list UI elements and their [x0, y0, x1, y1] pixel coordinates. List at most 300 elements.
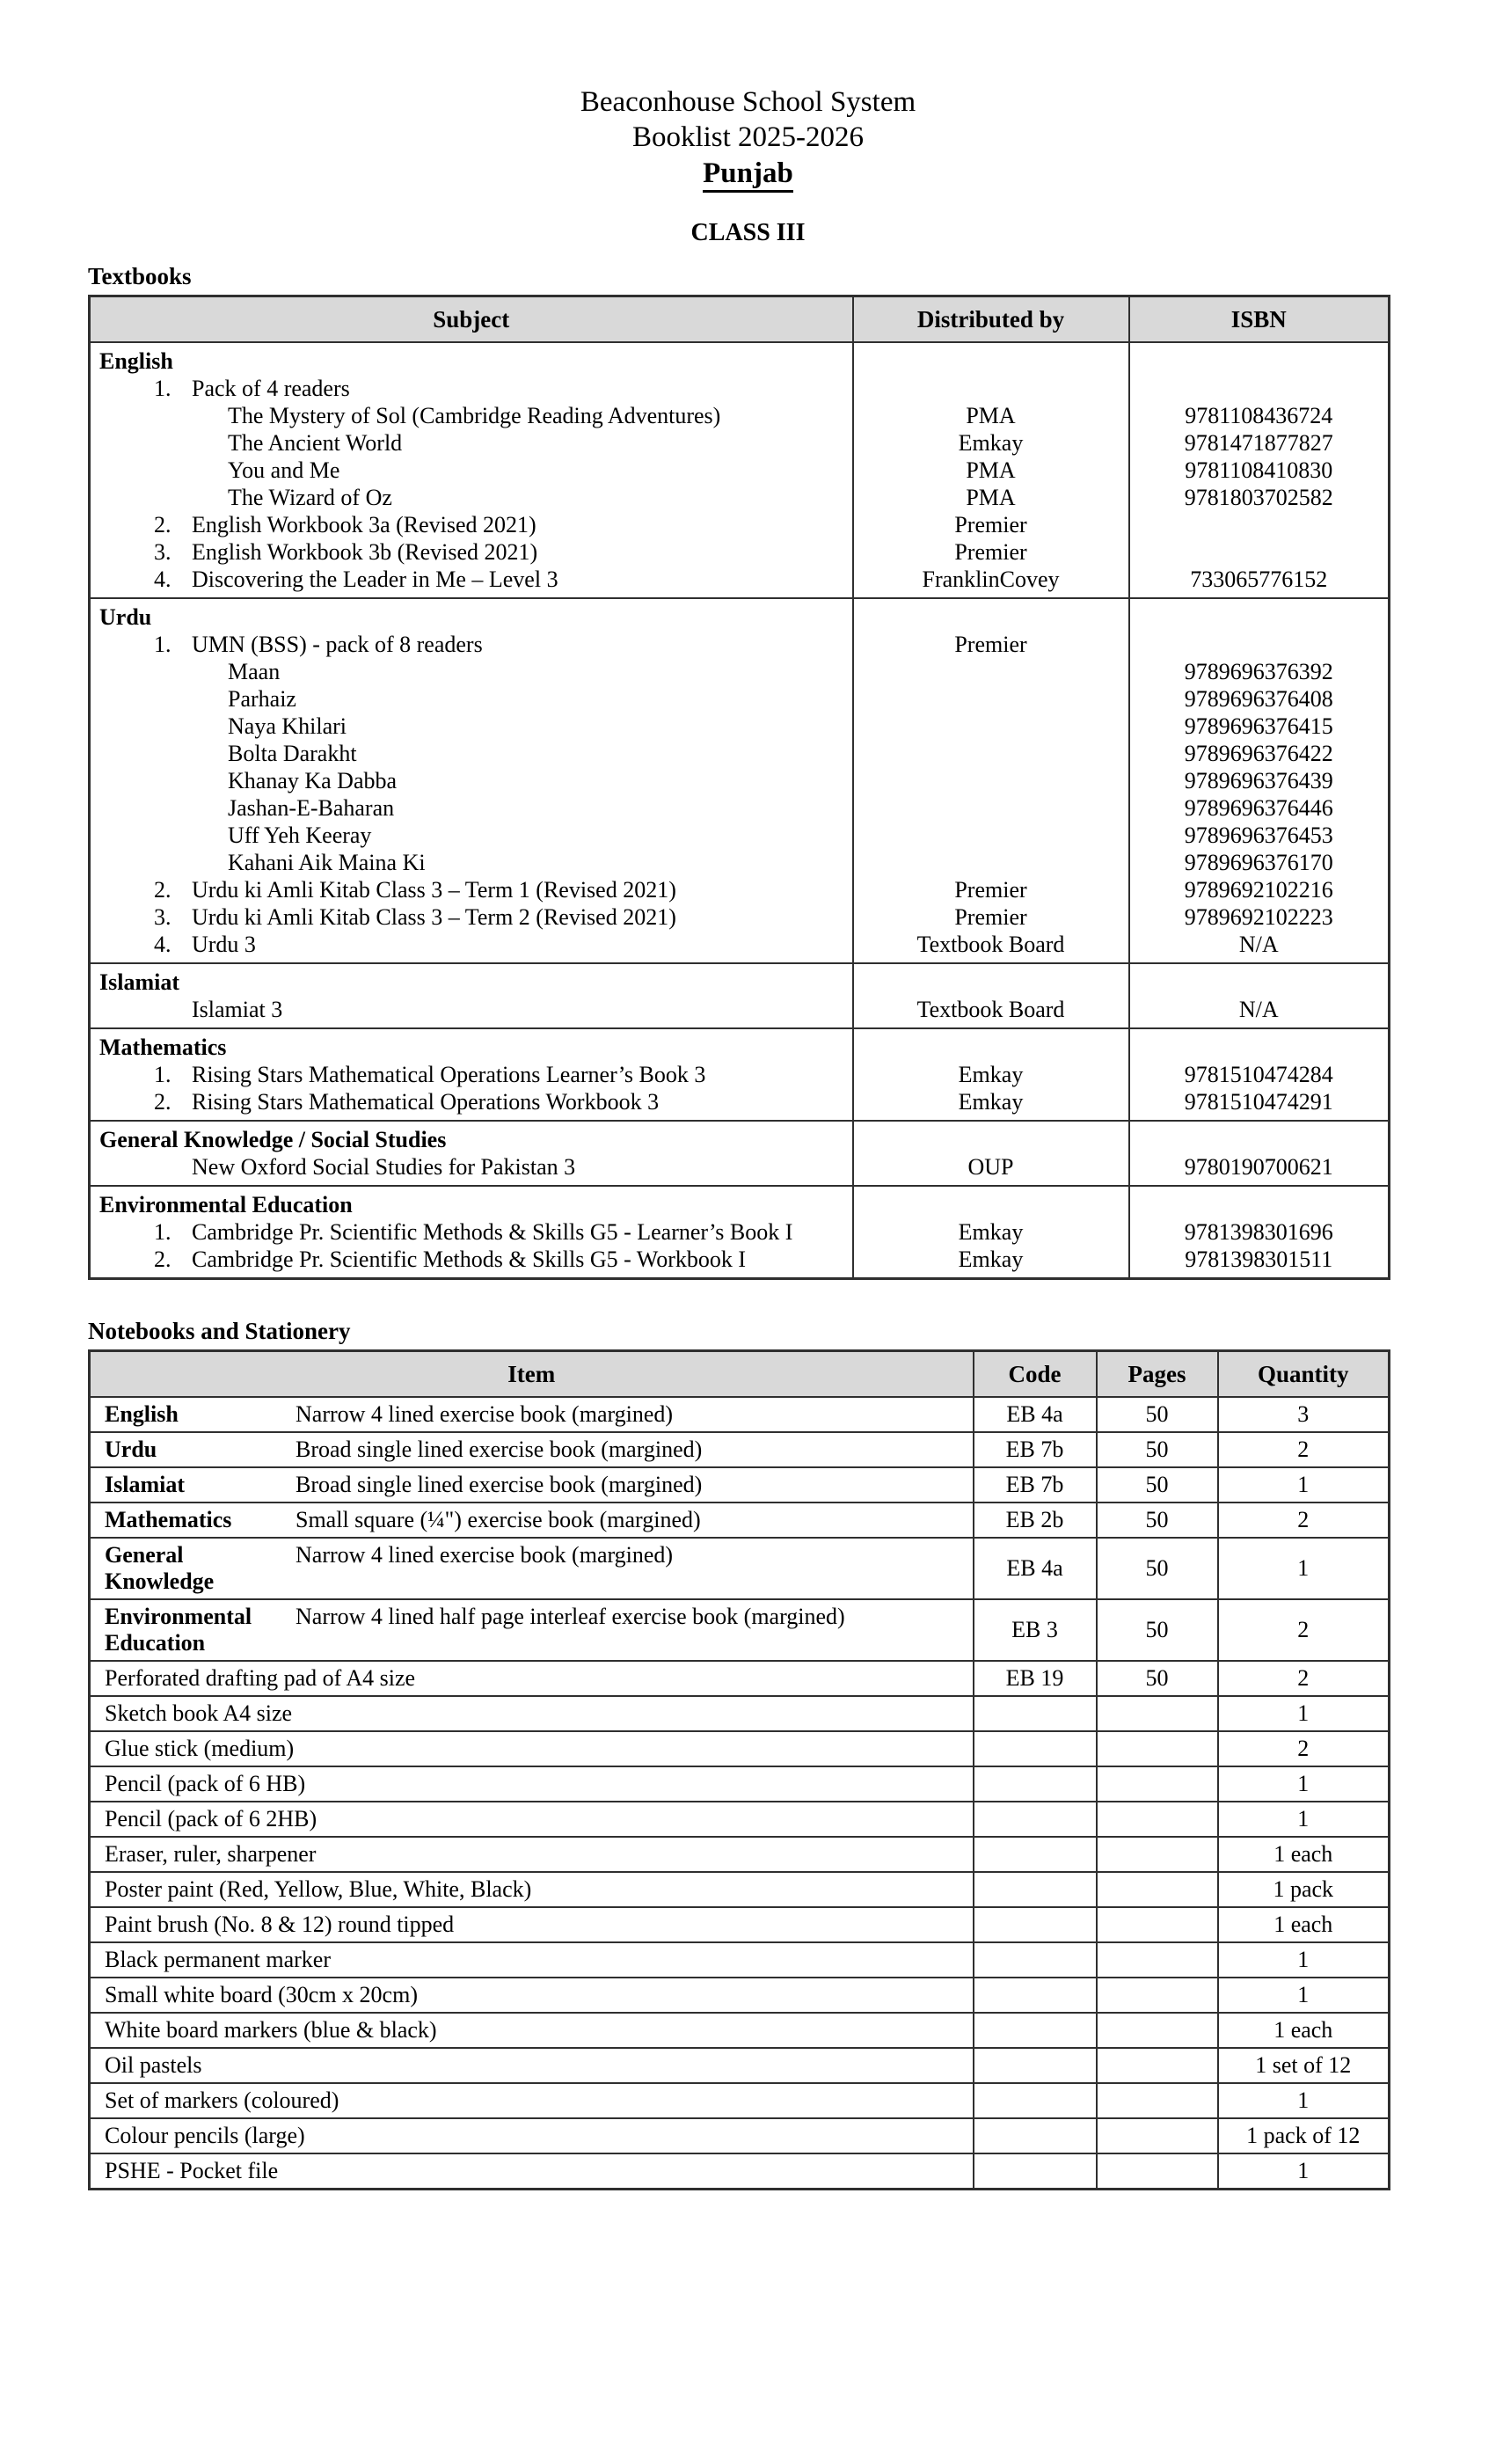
- isbn-cell: [1129, 342, 1390, 598]
- code-cell: [974, 1837, 1097, 1872]
- item-text: Urdu ki Amli Kitab Class 3 – Term 1 (Revised 2021): [192, 877, 676, 903]
- isbn-value: 9781398301696: [1184, 1219, 1333, 1245]
- distributor-value: [854, 603, 1128, 631]
- stationery-row: [90, 1432, 1390, 1467]
- distributor-value: Premier: [954, 539, 1027, 565]
- textbooks-label: Textbooks: [88, 263, 192, 289]
- stationery-row: [90, 1731, 1390, 1766]
- stationery-row: [90, 2153, 1390, 2190]
- item-text: Cambridge Pr. Scientific Methods & Skills G5 - Learner’s Book I: [192, 1219, 793, 1245]
- pages-cell: 50: [1097, 1432, 1218, 1467]
- textbooks-table: [88, 295, 1390, 1280]
- isbn-value: 9789696376170: [1184, 850, 1333, 875]
- item-number: 3.: [154, 539, 171, 565]
- quantity-cell: 1: [1218, 2153, 1390, 2190]
- distributor-value: Emkay: [958, 430, 1024, 456]
- quantity-cell: 1: [1218, 1978, 1390, 2013]
- col-header-pages: Pages: [1097, 1351, 1218, 1398]
- isbn-value: 9781108436724: [1185, 403, 1333, 428]
- item-cell: [90, 2118, 974, 2153]
- item-description: Colour pencils (large): [105, 2123, 305, 2148]
- section-heading-line: General Knowledge / Social Studies: [99, 1127, 447, 1152]
- item-number: 1.: [154, 632, 171, 657]
- item-description: Oil pastels: [105, 2052, 202, 2078]
- item-text: Cambridge Pr. Scientific Methods & Skills G5 - Workbook I: [192, 1247, 747, 1272]
- col-header-item: Item: [90, 1351, 974, 1398]
- pages-cell: [1097, 1766, 1218, 1802]
- quantity-cell: 1 each: [1218, 1837, 1390, 1872]
- pages-cell: [1097, 2083, 1218, 2118]
- subject-cell: [90, 1028, 853, 1121]
- region-title: [0, 155, 1496, 192]
- code-cell: [974, 1872, 1097, 1907]
- item-description: Narrow 4 lined exercise book (margined): [296, 1401, 674, 1427]
- isbn-value: 9789692102216: [1184, 877, 1333, 903]
- stationery-row: [90, 1397, 1390, 1432]
- stationery-row: [90, 2118, 1390, 2153]
- distributor-value: Emkay: [958, 1219, 1024, 1245]
- pages-cell: 50: [1097, 1467, 1218, 1503]
- item-cell: [90, 2013, 974, 2048]
- book-title-line: [91, 1088, 852, 1115]
- stationery-row: [90, 1907, 1390, 1942]
- item-number: 4.: [154, 567, 171, 592]
- book-subtitle-line: Uff Yeh Keeray: [228, 823, 372, 848]
- stationery-table: [88, 1349, 1390, 2190]
- isbn-value: [1130, 538, 1389, 566]
- code-cell: EB 7b: [974, 1467, 1097, 1503]
- distributor-value: Premier: [954, 877, 1027, 903]
- distributor-value: [854, 1034, 1128, 1061]
- item-text: Pack of 4 readers: [192, 376, 350, 401]
- distributor-value: Premier: [954, 632, 1027, 657]
- book-subtitle-line: The Wizard of Oz: [228, 485, 392, 510]
- textbooks-section-row: [90, 1028, 1390, 1121]
- item-cell: [90, 1599, 974, 1661]
- item-text: English Workbook 3a (Revised 2021): [192, 512, 536, 537]
- code-cell: [974, 1978, 1097, 2013]
- book-title-line: [91, 566, 852, 593]
- item-subject: Urdu: [105, 1437, 157, 1462]
- distributor-value: [854, 375, 1128, 402]
- item-cell: [90, 1907, 974, 1942]
- isbn-value: 9781803702582: [1184, 485, 1333, 510]
- stationery-row: [90, 1538, 1390, 1599]
- pages-cell: [1097, 2048, 1218, 2083]
- book-title-line: [91, 511, 852, 538]
- distributor-value: [854, 658, 1128, 685]
- code-cell: [974, 1731, 1097, 1766]
- textbooks-section-row: [90, 1186, 1390, 1279]
- item-description: White board markers (blue & black): [105, 2017, 437, 2043]
- pages-cell: 50: [1097, 1599, 1218, 1661]
- isbn-value: [1130, 347, 1389, 375]
- distributor-value: [854, 740, 1128, 767]
- isbn-value: 9789696376392: [1184, 659, 1333, 684]
- stationery-label: Notebooks and Stationery: [88, 1318, 351, 1344]
- code-cell: EB 4a: [974, 1538, 1097, 1599]
- distributor-cell: [853, 1028, 1129, 1121]
- pages-cell: [1097, 2153, 1218, 2190]
- item-description: Sketch book A4 size: [105, 1700, 293, 1726]
- item-cell: [90, 1766, 974, 1802]
- isbn-value: 9780190700621: [1184, 1154, 1333, 1180]
- item-number: 2.: [154, 512, 171, 537]
- distributor-value: Premier: [954, 512, 1027, 537]
- item-description: PSHE - Pocket file: [105, 2158, 279, 2183]
- code-cell: [974, 1766, 1097, 1802]
- distributor-value: [854, 767, 1128, 794]
- subject-cell: [90, 1121, 853, 1186]
- quantity-cell: 1: [1218, 1696, 1390, 1731]
- quantity-cell: 2: [1218, 1432, 1390, 1467]
- section-heading-line: Islamiat: [99, 969, 179, 995]
- textbooks-section-row: [90, 963, 1390, 1028]
- distributor-value: PMA: [966, 403, 1016, 428]
- isbn-value: 9781510474284: [1184, 1062, 1333, 1087]
- distributor-value: [854, 347, 1128, 375]
- section-heading-line: Urdu: [99, 604, 152, 630]
- isbn-cell: [1129, 1121, 1390, 1186]
- code-cell: [974, 2013, 1097, 2048]
- isbn-value: N/A: [1238, 932, 1279, 957]
- section-heading-line: Mathematics: [99, 1035, 227, 1060]
- distributor-value: [854, 849, 1128, 876]
- pages-cell: [1097, 1731, 1218, 1766]
- item-cell: [90, 1503, 974, 1538]
- stationery-row: [90, 2083, 1390, 2118]
- book-title-line: [91, 1218, 852, 1246]
- pages-cell: 50: [1097, 1661, 1218, 1696]
- item-description: Perforated drafting pad of A4 size: [105, 1665, 416, 1691]
- distributor-cell: [853, 963, 1129, 1028]
- item-number: 1.: [154, 376, 171, 401]
- code-cell: [974, 2083, 1097, 2118]
- quantity-cell: 3: [1218, 1397, 1390, 1432]
- isbn-value: [1130, 1191, 1389, 1218]
- item-text: UMN (BSS) - pack of 8 readers: [192, 632, 483, 657]
- item-cell: [90, 1802, 974, 1837]
- item-description: Small square (¼") exercise book (margined): [296, 1507, 701, 1532]
- item-subject: Islamiat: [105, 1472, 185, 1497]
- pages-cell: [1097, 1802, 1218, 1837]
- item-subject: English: [105, 1401, 179, 1427]
- isbn-value: 9789696376446: [1184, 795, 1333, 821]
- item-cell: [90, 1661, 974, 1696]
- textbooks-section-row: [90, 598, 1390, 963]
- quantity-cell: 1: [1218, 1766, 1390, 1802]
- code-cell: [974, 1696, 1097, 1731]
- book-subtitle-line: Kahani Aik Maina Ki: [228, 850, 426, 875]
- item-cell: [90, 1397, 974, 1432]
- item-text: Rising Stars Mathematical Operations Learner’s Book 3: [192, 1062, 706, 1087]
- section-heading-line: English: [99, 348, 173, 374]
- distributor-value: Emkay: [958, 1089, 1024, 1115]
- quantity-cell: 2: [1218, 1599, 1390, 1661]
- item-cell: [90, 1731, 974, 1766]
- item-cell-content: [105, 1507, 966, 1533]
- subject-cell: [90, 1186, 853, 1279]
- code-cell: EB 7b: [974, 1432, 1097, 1467]
- isbn-value: 9781510474291: [1184, 1089, 1333, 1115]
- quantity-cell: 1: [1218, 1942, 1390, 1978]
- pages-cell: [1097, 1696, 1218, 1731]
- isbn-cell: [1129, 1186, 1390, 1279]
- isbn-value: [1130, 1034, 1389, 1061]
- book-title-line: [91, 631, 852, 658]
- col-header-quantity: Quantity: [1218, 1351, 1390, 1398]
- isbn-value: 9781108410830: [1185, 457, 1333, 483]
- isbn-value: N/A: [1238, 997, 1279, 1022]
- code-cell: EB 3: [974, 1599, 1097, 1661]
- item-number: 2.: [154, 877, 171, 903]
- pages-cell: [1097, 1978, 1218, 2013]
- isbn-cell: [1129, 1028, 1390, 1121]
- item-number: 2.: [154, 1247, 171, 1272]
- code-cell: EB 4a: [974, 1397, 1097, 1432]
- subject-cell: [90, 598, 853, 963]
- textbooks-section-row: [90, 342, 1390, 598]
- isbn-value: [1130, 511, 1389, 538]
- class-title: CLASS III: [690, 219, 806, 246]
- isbn-value: 9789696376408: [1184, 686, 1333, 712]
- distributor-value: [854, 969, 1128, 996]
- book-subtitle-line: Parhaiz: [228, 686, 296, 712]
- item-description: Narrow 4 lined half page interleaf exercise book (margined): [296, 1604, 845, 1629]
- distributor-value: Premier: [954, 904, 1027, 930]
- stationery-row: [90, 1837, 1390, 1872]
- item-cell: [90, 1538, 974, 1599]
- stationery-row: [90, 1978, 1390, 2013]
- distributor-value: OUP: [967, 1154, 1014, 1180]
- isbn-value: 9789692102223: [1184, 904, 1333, 930]
- code-cell: [974, 1907, 1097, 1942]
- book-title-line: [91, 903, 852, 931]
- doc-header: [0, 84, 1496, 248]
- distributor-value: Textbook Board: [916, 932, 1065, 957]
- isbn-value: 9789696376439: [1184, 768, 1333, 793]
- item-number: 1.: [154, 1062, 171, 1087]
- isbn-cell: [1129, 598, 1390, 963]
- quantity-cell: 1 pack: [1218, 1872, 1390, 1907]
- page-content: [88, 262, 1388, 2190]
- isbn-value: 9789696376453: [1184, 823, 1333, 848]
- distributor-value: [854, 685, 1128, 713]
- stationery-row: [90, 1467, 1390, 1503]
- textbooks-section-row: [90, 1121, 1390, 1186]
- code-cell: [974, 1942, 1097, 1978]
- distributor-value: [854, 822, 1128, 849]
- isbn-value: [1130, 1126, 1389, 1153]
- item-cell: [90, 2153, 974, 2190]
- code-cell: [974, 2048, 1097, 2083]
- quantity-cell: 1: [1218, 2083, 1390, 2118]
- stationery-row: [90, 1599, 1390, 1661]
- item-cell: [90, 1942, 974, 1978]
- code-cell: [974, 1802, 1097, 1837]
- distributor-value: PMA: [966, 457, 1016, 483]
- pages-cell: [1097, 1837, 1218, 1872]
- subject-cell: [90, 963, 853, 1028]
- book-title-line: [91, 876, 852, 903]
- quantity-cell: 1: [1218, 1538, 1390, 1599]
- col-header-isbn: ISBN: [1129, 296, 1390, 343]
- book-title-line: New Oxford Social Studies for Pakistan 3: [192, 1154, 576, 1180]
- isbn-value: 9789696376415: [1184, 713, 1333, 739]
- item-description: Pencil (pack of 6 2HB): [105, 1806, 317, 1832]
- book-subtitle-line: Jashan-E-Baharan: [228, 795, 395, 821]
- distributor-value: FranklinCovey: [922, 567, 1060, 592]
- section-heading-line: Environmental Education: [99, 1192, 353, 1217]
- stationery-header-row: [90, 1351, 1390, 1398]
- item-number: 1.: [154, 1219, 171, 1245]
- item-text: Discovering the Leader in Me – Level 3: [192, 567, 558, 592]
- book-subtitle-line: The Mystery of Sol (Cambridge Reading Adventures): [228, 403, 721, 428]
- distributor-cell: [853, 598, 1129, 963]
- book-title-line: [91, 931, 852, 958]
- stationery-row: [90, 1766, 1390, 1802]
- book-title-line: [91, 538, 852, 566]
- book-subtitle-line: Khanay Ka Dabba: [228, 768, 398, 793]
- item-subject: General Knowledge: [105, 1542, 215, 1594]
- item-description: Paint brush (No. 8 & 12) round tipped: [105, 1912, 455, 1937]
- pages-cell: [1097, 1942, 1218, 1978]
- book-subtitle-line: You and Me: [228, 457, 340, 483]
- item-cell: [90, 1467, 974, 1503]
- isbn-value: 9781398301511: [1185, 1247, 1333, 1272]
- distributor-cell: [853, 1121, 1129, 1186]
- quantity-cell: 1 each: [1218, 1907, 1390, 1942]
- distributor-cell: [853, 1186, 1129, 1279]
- code-cell: [974, 2118, 1097, 2153]
- pages-cell: [1097, 2013, 1218, 2048]
- book-subtitle-line: Naya Khilari: [228, 713, 347, 739]
- book-title-line: [91, 1246, 852, 1273]
- item-cell: [90, 1872, 974, 1907]
- item-cell-content: [105, 1401, 966, 1428]
- isbn-value: [1130, 375, 1389, 402]
- book-title-line: [91, 375, 852, 402]
- col-header-subject: Subject: [90, 296, 853, 343]
- code-cell: EB 19: [974, 1661, 1097, 1696]
- stationery-row: [90, 2048, 1390, 2083]
- quantity-cell: 1 set of 12: [1218, 2048, 1390, 2083]
- item-cell-content: [105, 1472, 966, 1498]
- item-text: Rising Stars Mathematical Operations Workbook 3: [192, 1089, 660, 1115]
- distributor-value: PMA: [966, 485, 1016, 510]
- distributor-cell: [853, 342, 1129, 598]
- isbn-value: 9789696376422: [1184, 741, 1333, 766]
- item-cell: [90, 1432, 974, 1467]
- quantity-cell: 2: [1218, 1731, 1390, 1766]
- item-cell: [90, 1978, 974, 2013]
- stationery-row: [90, 1661, 1390, 1696]
- item-number: 2.: [154, 1089, 171, 1115]
- item-number: 3.: [154, 904, 171, 930]
- item-subject: Mathematics: [105, 1507, 232, 1532]
- school-name: Beaconhouse School System: [580, 86, 916, 118]
- quantity-cell: 2: [1218, 1661, 1390, 1696]
- distributor-value: [854, 1126, 1128, 1153]
- item-description: Glue stick (medium): [105, 1736, 295, 1761]
- region-title-text: Punjab: [703, 157, 793, 193]
- pages-cell: [1097, 1907, 1218, 1942]
- item-text: English Workbook 3b (Revised 2021): [192, 539, 538, 565]
- pages-cell: 50: [1097, 1397, 1218, 1432]
- isbn-value: [1130, 631, 1389, 658]
- stationery-row: [90, 2013, 1390, 2048]
- distributor-value: Textbook Board: [916, 997, 1065, 1022]
- isbn-value: 733065776152: [1190, 567, 1328, 592]
- quantity-cell: 1 pack of 12: [1218, 2118, 1390, 2153]
- textbooks-header-row: [90, 296, 1390, 343]
- item-description: Small white board (30cm x 20cm): [105, 1982, 418, 2007]
- item-cell: [90, 2083, 974, 2118]
- item-cell-content: [105, 1542, 966, 1595]
- item-description: Black permanent marker: [105, 1947, 331, 1972]
- distributor-value: [854, 713, 1128, 740]
- stationery-row: [90, 1802, 1390, 1837]
- pages-cell: [1097, 2118, 1218, 2153]
- isbn-value: [1130, 603, 1389, 631]
- item-cell: [90, 1696, 974, 1731]
- distributor-value: Emkay: [958, 1247, 1024, 1272]
- book-title-line: Islamiat 3: [192, 997, 283, 1022]
- book-subtitle-line: Maan: [228, 659, 281, 684]
- quantity-cell: 1 each: [1218, 2013, 1390, 2048]
- item-description: Eraser, ruler, sharpener: [105, 1841, 317, 1867]
- pages-cell: 50: [1097, 1503, 1218, 1538]
- isbn-value: 9781471877827: [1184, 430, 1333, 456]
- booklist-title: Booklist 2025-2026: [631, 121, 865, 153]
- code-cell: EB 2b: [974, 1503, 1097, 1538]
- item-text: Urdu 3: [192, 932, 256, 957]
- subject-cell: [90, 342, 853, 598]
- item-cell: [90, 2048, 974, 2083]
- item-subject: Environmental Education: [105, 1604, 252, 1656]
- book-subtitle-line: Bolta Darakht: [228, 741, 357, 766]
- item-description: Broad single lined exercise book (margined): [296, 1437, 703, 1462]
- item-cell-content: [105, 1604, 966, 1656]
- item-description: Narrow 4 lined exercise book (margined): [296, 1542, 674, 1568]
- item-text: Urdu ki Amli Kitab Class 3 – Term 2 (Revised 2021): [192, 904, 676, 930]
- distributor-value: [854, 1191, 1128, 1218]
- isbn-value: [1130, 969, 1389, 996]
- stationery-row: [90, 1696, 1390, 1731]
- item-description: Poster paint (Red, Yellow, Blue, White, Black): [105, 1876, 532, 1902]
- quantity-cell: 1: [1218, 1467, 1390, 1503]
- quantity-cell: 2: [1218, 1503, 1390, 1538]
- book-subtitle-line: The Ancient World: [228, 430, 403, 456]
- book-title-line: [91, 1061, 852, 1088]
- stationery-row: [90, 1872, 1390, 1907]
- isbn-cell: [1129, 963, 1390, 1028]
- distributor-value: [854, 794, 1128, 822]
- distributor-value: Emkay: [958, 1062, 1024, 1087]
- code-cell: [974, 2153, 1097, 2190]
- pages-cell: 50: [1097, 1538, 1218, 1599]
- item-description: Set of markers (coloured): [105, 2087, 339, 2113]
- stationery-row: [90, 1503, 1390, 1538]
- item-description: Pencil (pack of 6 HB): [105, 1771, 306, 1796]
- item-description: Broad single lined exercise book (margined): [296, 1472, 703, 1497]
- item-cell-content: [105, 1437, 966, 1463]
- item-cell: [90, 1837, 974, 1872]
- item-number: 4.: [154, 932, 171, 957]
- col-header-distributed-by: Distributed by: [853, 296, 1129, 343]
- stationery-row: [90, 1942, 1390, 1978]
- pages-cell: [1097, 1872, 1218, 1907]
